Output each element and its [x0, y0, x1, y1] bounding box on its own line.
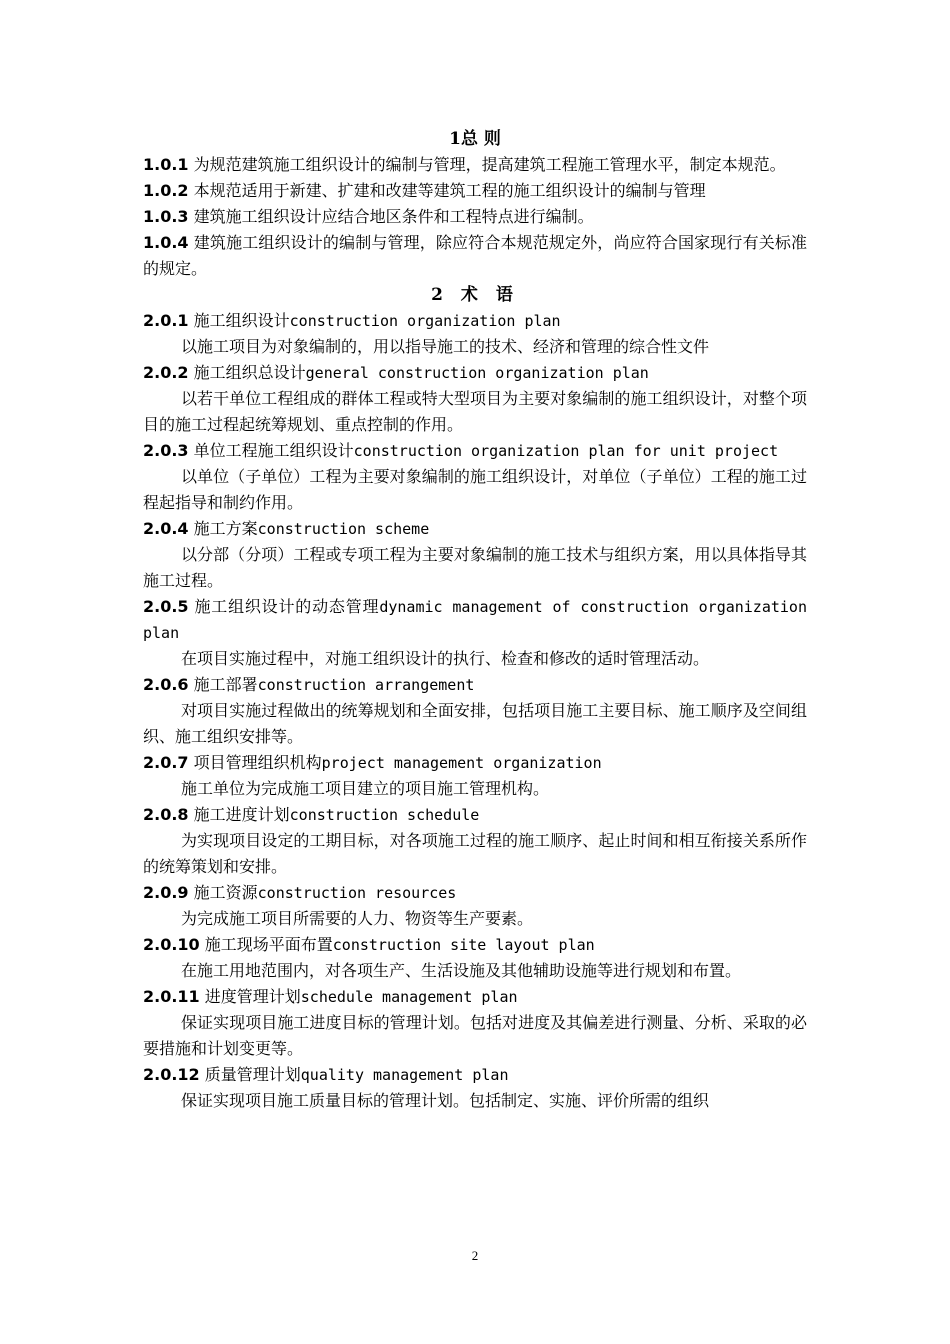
term-en: dynamic management of construction organization plan — [143, 598, 807, 642]
clause-number: 1.0.3 — [143, 207, 189, 226]
term-cn: 施工组织总设计 — [188, 363, 306, 382]
clause-text: 建筑施工组织设计应结合地区条件和工程特点进行编制。 — [188, 207, 594, 226]
term-cn: 施工方案 — [188, 519, 258, 538]
term-number: 2.0.3 — [143, 441, 189, 460]
term-definition: 以分部（分项）工程或专项工程为主要对象编制的施工技术与组织方案，用以具体指导其施工过程。 — [143, 545, 807, 590]
term-number: 2.0.1 — [143, 311, 189, 330]
term-cn: 质量管理计划 — [199, 1065, 301, 1084]
term-number: 2.0.11 — [143, 987, 200, 1006]
term-2-0-11 — [143, 984, 807, 1010]
term-definition: 以单位（子单位）工程为主要对象编制的施工组织设计，对单位（子单位）工程的施工过程起指导和制约作用。 — [143, 467, 807, 512]
term-en: construction schedule — [289, 806, 480, 824]
term-cn: 施工资源 — [188, 883, 258, 902]
term-en: construction scheme — [257, 520, 430, 538]
term-2-0-2 — [143, 360, 807, 386]
term-definition: 保证实现项目施工进度目标的管理计划。包括对进度及其偏差进行测量、分析、采取的必要措施和计划变更等。 — [143, 1013, 807, 1058]
section-title-terms: 2 术 语 — [431, 285, 519, 305]
term-number: 2.0.4 — [143, 519, 189, 538]
term-cn: 施工组织设计 — [188, 311, 290, 330]
term-cn: 项目管理组织机构 — [188, 753, 322, 772]
clause-1-0-1 — [143, 152, 807, 178]
term-number: 2.0.8 — [143, 805, 189, 824]
term-definition: 对项目实施过程做出的统筹规划和全面安排，包括项目施工主要目标、施工顺序及空间组织、施工组织安排等。 — [143, 701, 807, 746]
term-definition: 施工单位为完成施工项目建立的项目施工管理机构。 — [181, 779, 550, 798]
term-cn: 施工部署 — [188, 675, 258, 694]
clause-number: 1.0.1 — [143, 155, 189, 174]
term-en: project management organization — [321, 754, 602, 772]
clause-text: 本规范适用于新建、扩建和改建等建筑工程的施工组织设计的编制与管理 — [188, 181, 706, 200]
term-en: construction organization plan — [289, 312, 561, 330]
term-number: 2.0.12 — [143, 1065, 200, 1084]
clause-number: 1.0.2 — [143, 181, 189, 200]
term-number: 2.0.2 — [143, 363, 189, 382]
term-en: construction site layout plan — [332, 936, 595, 954]
term-en: quality management plan — [300, 1066, 509, 1084]
term-number: 2.0.9 — [143, 883, 189, 902]
term-en: construction resources — [257, 884, 457, 902]
term-2-0-5 — [143, 594, 807, 646]
term-cn: 进度管理计划 — [199, 987, 301, 1006]
term-number: 2.0.10 — [143, 935, 200, 954]
page-number: 2 — [471, 1248, 479, 1263]
term-cn: 单位工程施工组织设计 — [188, 441, 354, 460]
term-number: 2.0.6 — [143, 675, 189, 694]
term-number: 2.0.5 — [143, 597, 189, 616]
clause-text: 为规范建筑施工组织设计的编制与管理，提高建筑工程施工管理水平，制定本规范。 — [188, 155, 786, 174]
term-cn: 施工组织设计的动态管理 — [188, 597, 380, 616]
term-2-0-9 — [143, 880, 807, 906]
term-definition: 在项目实施过程中，对施工组织设计的执行、检查和修改的适时管理活动。 — [181, 649, 710, 668]
clause-1-0-2 — [143, 178, 807, 204]
clause-1-0-4 — [143, 230, 807, 282]
clause-1-0-3 — [143, 204, 807, 230]
document-page — [143, 126, 807, 1114]
term-definition: 保证实现项目施工质量目标的管理计划。包括制定、实施、评价所需的组织 — [181, 1091, 710, 1110]
term-2-0-4 — [143, 516, 807, 542]
term-en: construction organization plan for unit project — [353, 442, 779, 460]
term-2-0-6 — [143, 672, 807, 698]
term-definition: 以施工项目为对象编制的，用以指导施工的技术、经济和管理的综合性文件 — [181, 337, 710, 356]
term-definition: 为实现项目设定的工期目标，对各项施工过程的施工顺序、起止时间和相互衔接关系所作的统筹策划和安排。 — [143, 831, 807, 876]
term-en: general construction organization plan — [305, 364, 649, 382]
term-number: 2.0.7 — [143, 753, 189, 772]
clause-number: 1.0.4 — [143, 233, 189, 252]
term-cn: 施工现场平面布置 — [199, 935, 333, 954]
section-title-general: 1总 则 — [449, 129, 501, 149]
clause-text: 建筑施工组织设计的编制与管理，除应符合本规范规定外，尚应符合国家现行有关标准的规定。 — [143, 233, 807, 278]
term-2-0-3 — [143, 438, 807, 464]
term-definition: 为完成施工项目所需要的人力、物资等生产要素。 — [181, 909, 534, 928]
term-2-0-12 — [143, 1062, 807, 1088]
term-2-0-7 — [143, 750, 807, 776]
term-en: construction arrangement — [257, 676, 475, 694]
term-en: schedule management plan — [300, 988, 518, 1006]
term-cn: 施工进度计划 — [188, 805, 290, 824]
term-definition: 在施工用地范围内，对各项生产、生活设施及其他辅助设施等进行规划和布置。 — [181, 961, 742, 980]
term-2-0-8 — [143, 802, 807, 828]
term-definition: 以若干单位工程组成的群体工程或特大型项目为主要对象编制的施工组织设计，对整个项目的施工过程起统筹规划、重点控制的作用。 — [143, 389, 807, 434]
term-2-0-10 — [143, 932, 807, 958]
term-2-0-1 — [143, 308, 807, 334]
